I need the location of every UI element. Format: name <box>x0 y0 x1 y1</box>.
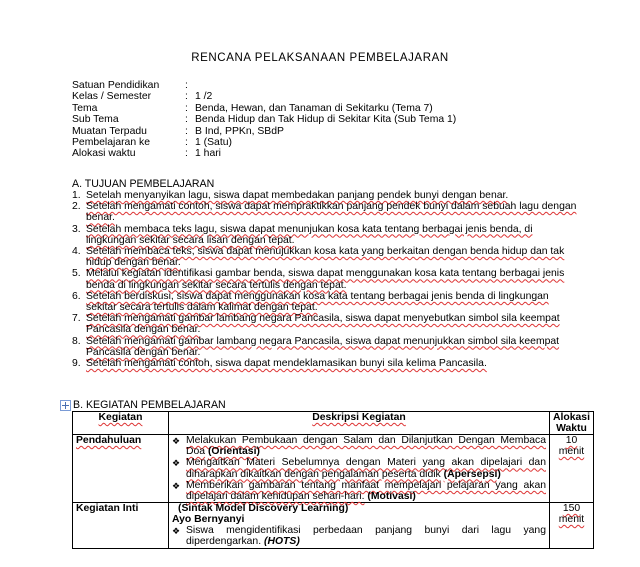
identity-block <box>72 80 456 160</box>
section-b-heading: B. KEGIATAN PEMBELAJARAN <box>73 399 226 411</box>
identity-row <box>72 91 456 102</box>
objective-text: Setelah mengamati gambar lambang negara Pancasila, siswa dapat menunjukkan simbol sila keempat Pancasila dengan benar. <box>86 335 560 358</box>
identity-value: 1 hari <box>195 148 221 160</box>
row-deskripsi <box>169 503 550 548</box>
identity-value: B Ind, PPKn, SBdP <box>195 125 284 137</box>
table-row <box>73 503 594 548</box>
objective-item <box>72 313 577 335</box>
model-label: (Sintak Model Discovery Learning) <box>178 503 349 515</box>
row-alokasi: 150 menit <box>550 503 594 548</box>
diamond-bullet-icon: ❖ <box>172 526 181 537</box>
activity-bullet: ❖ Memberikan gambaran tentang manfaat mempelajari pelajaran yang akan dipelajari dalam kehidupan sehari-hari. (Motivasi) <box>172 479 546 503</box>
table-header-row <box>73 412 594 435</box>
identity-row <box>72 103 456 114</box>
identity-label: Muatan Terpadu <box>72 125 147 137</box>
objective-text: Setelah mengamati gambar lambang negara Pancasila, siswa dapat menyebutkan simbol sila keempat Pancasila dengan benar. <box>86 313 560 336</box>
identity-label: Sub Tema <box>72 114 119 126</box>
objective-text: Setelah berdiskusi, siswa dapat menggunakan kosa kata tentang berbagai jenis benda di lingkungan sekitar secara tertulis dalam kalimat dengan tepat. <box>86 290 549 314</box>
objective-number: 9. <box>72 358 81 370</box>
section-b-heading-row <box>60 399 226 411</box>
identity-colon: : <box>185 91 188 103</box>
activity-bullet: ❖ Mengaitkan Materi Sebelumnya dengan Materi yang akan dipelajari dan diharapkan dikaitkan dengan pengalaman peserta didik (Apersepsi) <box>172 457 546 480</box>
identity-colon: : <box>185 114 188 126</box>
identity-row <box>72 137 456 148</box>
header-kegiatan: Kegiatan <box>73 412 169 435</box>
identity-row <box>72 80 456 91</box>
objective-item <box>72 291 577 313</box>
identity-label: Kelas / Semester <box>72 91 152 103</box>
activities-table <box>72 411 594 549</box>
diamond-bullet-icon: ❖ <box>172 436 181 446</box>
objective-text: Melalui kegiatan identifikasi gambar benda, siswa dapat menggunakan kosa kata tentang berbagai jenis benda di lingkungan sekitar secara tertulis dengan tepat. <box>86 268 565 291</box>
subsection-label: Ayo Bernyanyi <box>172 514 245 526</box>
header-alokasi: Alokasi Waktu <box>550 412 594 435</box>
section-a-heading: A. TUJUAN PEMBELAJARAN <box>72 178 215 190</box>
identity-value: Benda, Hewan, dan Tanaman di Sekitarku (Tema 7) <box>195 102 433 114</box>
identity-row <box>72 114 456 125</box>
objective-number: 3. <box>72 223 81 235</box>
row-kegiatan: Pendahuluan <box>73 435 169 503</box>
row-kegiatan: Kegiatan Inti <box>73 503 169 548</box>
diamond-bullet-icon: ❖ <box>172 458 181 469</box>
identity-value: 1 /2 <box>195 91 213 103</box>
header-deskripsi: Deskripsi Kegiatan <box>169 412 550 435</box>
identity-label: Pembelajaran ke <box>72 137 150 149</box>
row-deskripsi <box>169 435 550 503</box>
objective-item <box>72 201 577 223</box>
objective-number: 7. <box>72 313 81 325</box>
objective-item <box>72 224 577 246</box>
objective-item <box>72 246 577 268</box>
objective-text: Setelah mengamati contoh, siswa dapat mendeklamasikan bunyi sila kelima Pancasila. <box>86 358 487 370</box>
objective-number: 5. <box>72 268 81 280</box>
objective-text: Setelah membaca teks, siswa dapat menujukkan kosa kata yang berkaitan dengan benda hidup dan tak hidup dengan benar. <box>86 246 565 269</box>
identity-label: Tema <box>72 102 98 114</box>
objective-number: 4. <box>72 246 81 258</box>
document-title: RENCANA PELAKSANAAN PEMBELAJARAN <box>191 52 449 64</box>
objective-item <box>72 336 577 358</box>
objective-item <box>72 268 577 290</box>
identity-row <box>72 148 456 159</box>
objective-number: 8. <box>72 335 81 347</box>
identity-label: Alokasi waktu <box>72 148 136 160</box>
objective-number: 1. <box>72 190 81 201</box>
identity-value: Benda Hidup dan Tak Hidup di Sekitar Kita (Sub Tema 1) <box>195 114 457 126</box>
diamond-bullet-icon: ❖ <box>172 480 181 491</box>
table-row <box>73 435 594 503</box>
identity-colon: : <box>185 102 188 114</box>
table-move-handle-icon[interactable] <box>60 400 71 411</box>
identity-row <box>72 126 456 137</box>
objective-text: Setelah mengamati contoh, siswa dapat mempraktikkan panjang pendek bunyi dalam sebuah lagu dengan benar. <box>86 201 577 224</box>
identity-colon: : <box>185 80 188 91</box>
objective-item <box>72 190 577 201</box>
identity-label: Satuan Pendidikan <box>72 80 160 91</box>
objectives-list <box>72 190 577 369</box>
identity-colon: : <box>185 125 188 137</box>
activity-bullet: ❖ Siswa mengidentifikasi perbedaan panjang bunyi dari lagu yang diperdengarkan. (HOTS) <box>172 525 546 548</box>
identity-colon: : <box>185 148 188 160</box>
objective-number: 2. <box>72 201 81 213</box>
identity-colon: : <box>185 137 188 149</box>
objective-text: Setelah membaca teks lagu, siswa dapat menunjukan kosa kata tentang berbagai jenis benda, di lingkungan sekitar secara lisan dengan tepat. <box>86 223 533 246</box>
row-alokasi: 10 menit <box>550 435 594 503</box>
objective-text: Setelah menyanyikan lagu, siswa dapat membedakan panjang pendek bunyi dengan benar. <box>86 190 509 201</box>
objective-item <box>72 358 577 369</box>
activity-bullet: ❖ Melakukan Pembukaan dengan Salam dan Dilanjutkan Dengan Membaca Doa (Orientasi) <box>172 435 546 458</box>
identity-value: 1 (Satu) <box>195 137 232 149</box>
objective-number: 6. <box>72 290 81 302</box>
